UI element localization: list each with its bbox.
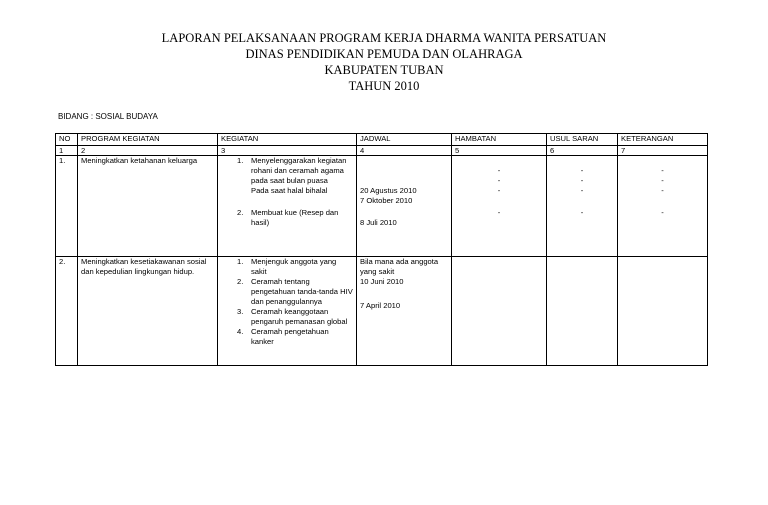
kegiatan-item: 1. Menjenguk anggota yang sakit xyxy=(237,257,337,276)
row-program: Meningkatkan ketahanan keluarga xyxy=(78,156,218,257)
col-header-no: NO xyxy=(56,134,78,146)
bidang-label: BIDANG : SOSIAL BUDAYA xyxy=(58,112,158,121)
col-number: 5 xyxy=(452,146,547,156)
row-keterangan xyxy=(618,257,708,366)
col-header-kegiatan: KEGIATAN xyxy=(218,134,357,146)
title-line-2: DINAS PENDIDIKAN PEMUDA DAN OLAHRAGA xyxy=(245,47,523,61)
title-line-1: LAPORAN PELAKSANAAN PROGRAM KERJA DHARMA WANITA PERSATUAN xyxy=(161,31,607,45)
jadwal-item: Bila mana ada anggota yang sakit xyxy=(360,257,439,276)
title-line-3: KABUPATEN TUBAN xyxy=(324,63,444,77)
kegiatan-item: pada saat bulan puasa xyxy=(251,176,328,185)
kegiatan-item: 3. Ceramah keanggotaan pengaruh pemanasan global xyxy=(237,307,348,326)
table-row xyxy=(56,156,708,257)
report-title xyxy=(0,30,768,94)
table-row xyxy=(56,257,708,366)
jadwal-item: 7 Oktober 2010 xyxy=(360,196,413,205)
kegiatan-item: 4. Ceramah pengetahuan kanker xyxy=(237,327,329,346)
col-header-jadwal: JADWAL xyxy=(357,134,452,146)
row-jadwal xyxy=(357,257,452,366)
column-number-row xyxy=(56,146,708,156)
row-no: 1. xyxy=(56,156,78,257)
row-kegiatan xyxy=(218,257,357,366)
row-keterangan: - - - - xyxy=(618,156,708,257)
row-jadwal xyxy=(357,156,452,257)
row-no: 2. xyxy=(56,257,78,366)
kegiatan-item: 2. Ceramah tentang pengetahuan tanda-tanda HIV dan penanggulannya xyxy=(237,277,353,306)
kegiatan-item: Pada saat halal bihalal xyxy=(251,186,328,195)
col-header-keterangan: KETERANGAN xyxy=(618,134,708,146)
row-hambatan: - - - - xyxy=(452,156,547,257)
row-usul-saran: - - - - xyxy=(547,156,618,257)
col-number: 3 xyxy=(218,146,357,156)
jadwal-item: 10 Juni 2010 xyxy=(360,277,404,286)
jadwal-item: 20 Agustus 2010 xyxy=(360,186,417,195)
report-table xyxy=(55,133,708,366)
col-number: 6 xyxy=(547,146,618,156)
jadwal-item: 7 April 2010 xyxy=(360,301,401,310)
col-header-usul-saran: USUL SARAN xyxy=(547,134,618,146)
kegiatan-item: 2. Membuat kue (Resep dan hasil) xyxy=(237,208,339,227)
col-number: 4 xyxy=(357,146,452,156)
kegiatan-item: 1. Menyelenggarakan kegiatan rohani dan ceramah agama xyxy=(237,156,347,175)
row-program: Meningkatkan kesetiakawanan sosial dan kepedulian lingkungan hidup. xyxy=(78,257,218,366)
header-row xyxy=(56,134,708,146)
row-hambatan xyxy=(452,257,547,366)
col-number: 7 xyxy=(618,146,708,156)
title-line-4: TAHUN 2010 xyxy=(348,79,420,93)
row-kegiatan xyxy=(218,156,357,257)
col-number: 1 xyxy=(56,146,78,156)
col-header-hambatan: HAMBATAN xyxy=(452,134,547,146)
col-header-program: PROGRAM KEGIATAN xyxy=(78,134,218,146)
col-number: 2 xyxy=(78,146,218,156)
row-usul-saran xyxy=(547,257,618,366)
jadwal-item: 8 Juli 2010 xyxy=(360,218,397,227)
